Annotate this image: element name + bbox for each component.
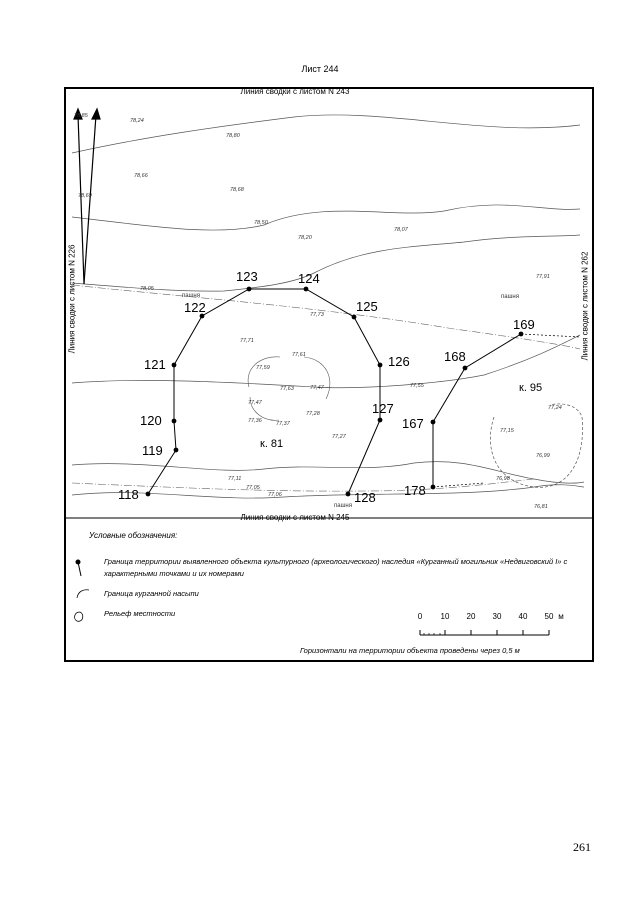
point-label: 121 <box>144 357 166 372</box>
seam-line-label-bottom: Линия сводки с листом N 245 <box>240 513 350 522</box>
mound-label-81: к. 81 <box>260 438 284 450</box>
elevation-label: 78,07 <box>394 227 408 233</box>
elevation-label: 77,27 <box>332 434 346 440</box>
elevation-label: 77,37 <box>276 421 290 427</box>
elevation-label: 77,06 <box>268 492 282 498</box>
scale-tick-label: 50 <box>544 612 554 621</box>
point-label: 118 <box>118 487 139 502</box>
elevation-label: 77,36 <box>248 418 262 424</box>
legend-heading: Условные обозначения: <box>89 531 178 540</box>
scale-tick-label: 10 <box>440 612 450 621</box>
point-label: 168 <box>444 349 466 364</box>
elevation-label: 78,50 <box>254 220 268 226</box>
sheet-title: Лист 244 <box>301 64 339 74</box>
elevation-label: 77,55 <box>410 383 424 389</box>
land-label: пашня <box>501 294 519 300</box>
scale-tick-label: 0 <box>417 612 423 621</box>
elevation-label: 78,24 <box>130 118 144 124</box>
point-label: 122 <box>184 300 206 315</box>
seam-line-label-left: Линия сводки с листом N 226 <box>67 244 77 354</box>
legend-boundary-text: Граница территории выявленного объекта культурного (археологического) наследия «Курганный могильник «Недвиговский I» с характерными точками и их номерами <box>104 557 568 578</box>
elevation-label: 78,66 <box>134 173 148 179</box>
point-label: 125 <box>356 299 378 314</box>
point-label: 123 <box>236 269 258 284</box>
elevation-label: 77,59 <box>256 365 270 371</box>
elevation-label: 77,28 <box>306 411 320 417</box>
elevation-label: 77,91 <box>536 274 550 280</box>
legend-relief-text: Рельеф местности <box>104 609 176 618</box>
elevation-label: 78,68 <box>230 187 244 193</box>
elevation-label: 77,15 <box>500 428 514 434</box>
elevation-label: 78,05 <box>140 286 154 292</box>
elevation-label: 77,47 <box>248 400 262 406</box>
point-label: 124 <box>298 271 320 286</box>
point-label: 169 <box>513 317 535 332</box>
elevation-label: 77,71 <box>240 338 254 344</box>
elevation-label: 77,24 <box>548 405 562 411</box>
elevation-label: 78,69 <box>78 193 92 199</box>
legend-mound-text: Граница курганной насыпи <box>104 589 199 598</box>
seam-line-label-top: Линия сводки с листом N 243 <box>240 87 350 96</box>
point-label: 167 <box>402 416 424 431</box>
elevation-label: 78,85 <box>74 113 88 119</box>
scale-tick-label: 40 <box>518 612 528 621</box>
elevation-label: 77,47 <box>310 385 324 391</box>
map-frame <box>64 87 594 662</box>
point-label: 126 <box>388 354 410 369</box>
land-label: пашня <box>182 293 200 299</box>
land-label: пашня <box>334 503 352 509</box>
elevation-label: 77,11 <box>228 476 242 482</box>
seam-line-label-right: Линия сводки с листом N 262 <box>580 251 590 361</box>
elevation-label: 76,99 <box>536 453 550 459</box>
contour-interval-note: Горизонтали на территории объекта проведены через 0,5 м <box>300 646 520 655</box>
elevation-label: 77,05 <box>246 485 260 491</box>
mound-label-95: к. 95 <box>519 382 543 394</box>
elevation-label: 77,63 <box>280 386 294 392</box>
point-label: 178 <box>404 483 426 498</box>
elevation-label: 77,61 <box>292 352 306 358</box>
elevation-label: 76,98 <box>496 476 510 482</box>
scale-tick-label: 20 <box>466 612 476 621</box>
elevation-label: 78,20 <box>298 235 312 241</box>
point-label: 128 <box>354 490 376 505</box>
point-label: 127 <box>372 401 394 416</box>
elevation-label: 77,73 <box>310 312 324 318</box>
elevation-label: 76,81 <box>534 504 548 510</box>
elevation-label: 78,80 <box>226 133 240 139</box>
scale-unit: м <box>558 612 564 621</box>
scale-tick-label: 30 <box>492 612 502 621</box>
point-label: 119 <box>142 443 163 458</box>
point-label: 120 <box>140 413 162 428</box>
page-number: 261 <box>573 840 591 854</box>
